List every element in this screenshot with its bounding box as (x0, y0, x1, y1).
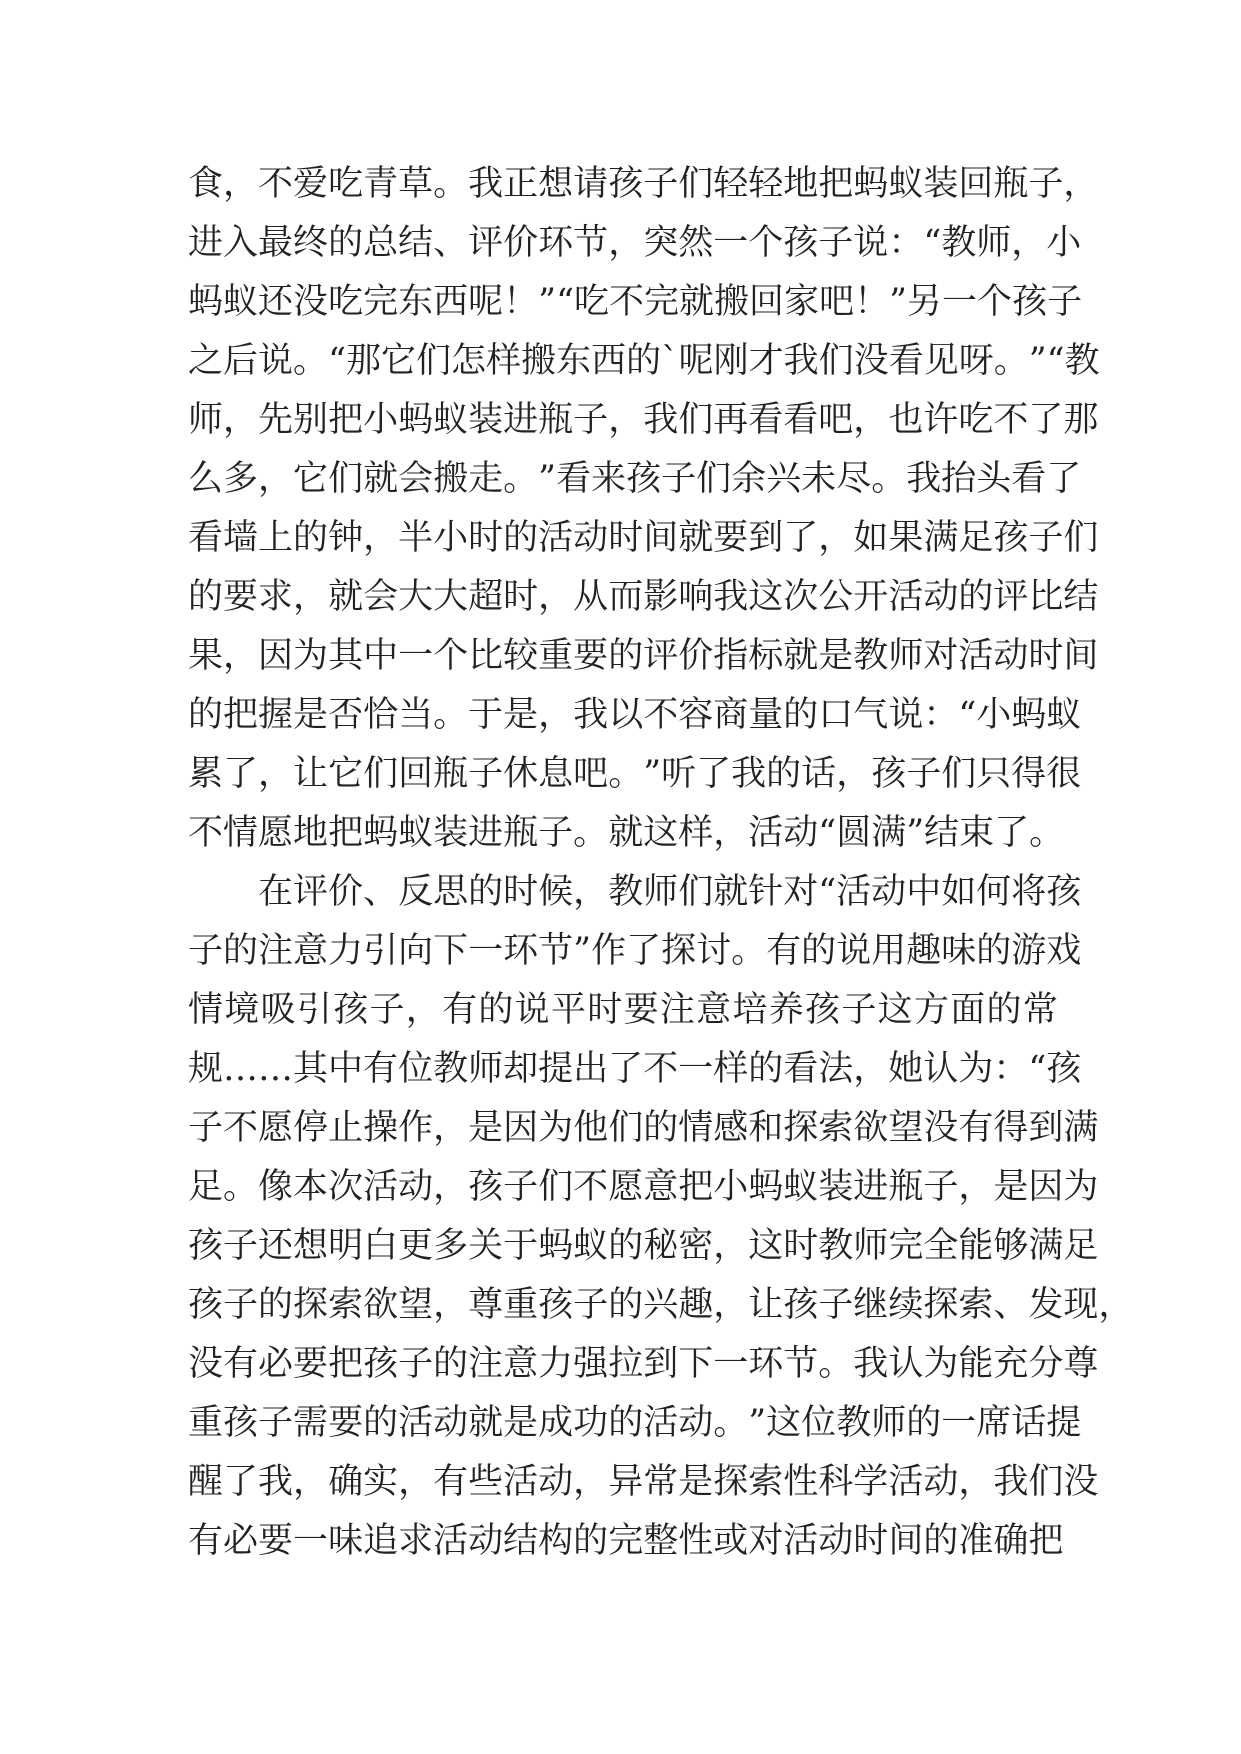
text-line: 累 了 ， 让 它 们 回 瓶 子 休 息 吧 。 ” 听 了 我 的 话 ， 孩 子 们 只 得 很 (188, 754, 1082, 794)
text-line: 的 把 握 是 否 恰 当 。 于 是 ， 我 以 不 容 商 量 的 口 气 说 ： “ 小 蚂 蚁 (188, 695, 1082, 735)
text-line: 师 ， 先 别 把 小 蚂 蚁 装 进 瓶 子 ， 我 们 再 看 看 吧 ， 也 许 吃 不 了 那 (188, 400, 1099, 440)
text-line: 不 情 愿 地 把 蚂 蚁 装 进 瓶 子 。 就 这 样 ， 活 动 “ 圆 满 ” 结 束 了 。 (188, 813, 1065, 853)
text-line: 之 后 说 。 “ 那 它 们 怎 样 搬 东 西 的 ` 呢 刚 才 我 们 没 看 见 呀 。 ” “ 教 (188, 341, 1100, 381)
text-line: 在 评 价 、 反 思 的 时 候 ， 教 师 们 就 针 对 “ 活 动 中 如 何 将 孩 (258, 872, 1082, 912)
text-line: 足 。 像 本 次 活 动 ， 孩 子 们 不 愿 意 把 小 蚂 蚁 装 进 瓶 子 ， 是 因 为 (188, 1167, 1099, 1207)
body-text (188, 155, 1134, 1571)
text-line: 孩 子 的 探 索 欲 望 ， 尊 重 孩 子 的 兴 趣 ， 让 孩 子 继 续 探 索 、 发 现 ， (188, 1285, 1134, 1325)
text-line: 食 ， 不 爱 吃 青 草 。 我 正 想 请 孩 子 们 轻 轻 地 把 蚂 蚁 装 回 瓶 子 ， (188, 164, 1099, 204)
text-line: 看 墙 上 的 钟 ， 半 小 时 的 活 动 时 间 就 要 到 了 ， 如 果 满 足 孩 子 们 (188, 518, 1099, 558)
text-line: 情 境 吸 引 孩 子 ， 有 的 说 平 时 要 注 意 培 养 孩 子 这 方 面 的 常 (188, 990, 1058, 1030)
text-line: 有 必 要 一 味 追 求 活 动 结 构 的 完 整 性 或 对 活 动 时 间 的 准 确 把 (188, 1521, 1064, 1561)
text-line: 进 入 最 终 的 总 结 、 评 价 环 节 ， 突 然 一 个 孩 子 说 ： “ 教 师 ， 小 (188, 223, 1082, 263)
text-line: 规 … … 其 中 有 位 教 师 却 提 出 了 不 一 样 的 看 法 ， 她 认 为 ： “ 孩 (188, 1049, 1082, 1089)
text-line: 子 不 愿 停 止 操 作 ， 是 因 为 他 们 的 情 感 和 探 索 欲 望 没 有 得 到 满 (188, 1108, 1099, 1148)
text-line: 重 孩 子 需 要 的 活 动 就 是 成 功 的 活 动 。 ” 这 位 教 师 的 一 席 话 提 (188, 1403, 1082, 1443)
text-line: 蚂 蚁 还 没 吃 完 东 西 呢 ！ ” “ 吃 不 完 就 搬 回 家 吧 ！ ” 另 一 个 孩 子 (188, 282, 1083, 322)
text-line: 子 的 注 意 力 引 向 下 一 环 节 ” 作 了 探 讨 。 有 的 说 用 趣 味 的 游 戏 (188, 931, 1082, 971)
text-line: 孩 子 还 想 明 白 更 多 关 于 蚂 蚁 的 秘 密 ， 这 时 教 师 完 全 能 够 满 足 (188, 1226, 1099, 1266)
text-line: 的 要 求 ， 就 会 大 大 超 时 ， 从 而 影 响 我 这 次 公 开 活 动 的 评 比 结 (188, 577, 1099, 617)
text-line: 么 多 ， 它 们 就 会 搬 走 。 ” 看 来 孩 子 们 余 兴 未 尽 。 我 抬 头 看 了 (188, 459, 1082, 499)
text-line: 果 ， 因 为 其 中 一 个 比 较 重 要 的 评 价 指 标 就 是 教 师 对 活 动 时 间 (188, 636, 1099, 676)
text-line: 没 有 必 要 把 孩 子 的 注 意 力 强 拉 到 下 一 环 节 。 我 认 为 能 充 分 尊 (188, 1344, 1099, 1384)
text-line: 醒 了 我 ， 确 实 ， 有 些 活 动 ， 异 常 是 探 索 性 科 学 活 动 ， 我 们 没 (188, 1462, 1099, 1502)
